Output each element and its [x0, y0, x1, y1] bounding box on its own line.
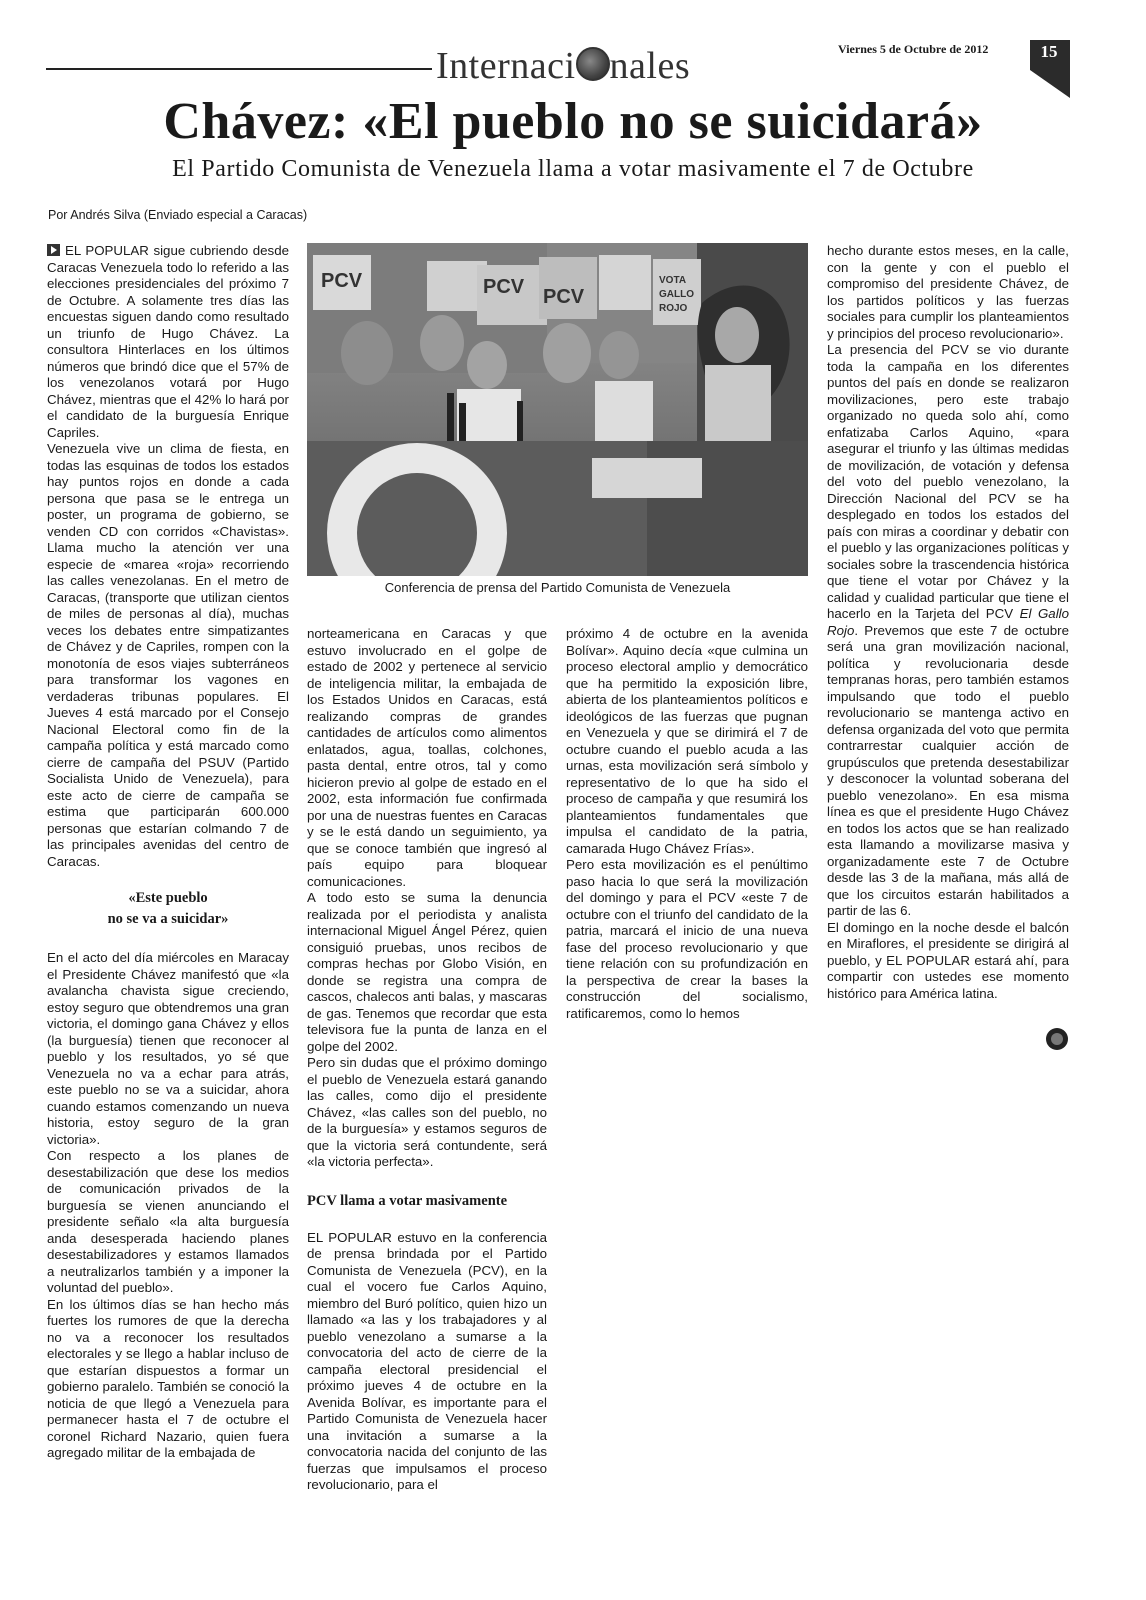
paragraph: A todo esto se suma la denuncia realizada por el periodista y analista internacional Miguel Ángel Pérez, quien consiguió pruebas, unos recibos de compras hechas por Globo Visión, en donde se registra una compra de cascos, chalecos anti balas, y mascaras de gas. Tenemos que recordar que esta televisora fue la punta de lanza en el golpe del 2002. — [307, 890, 547, 1054]
article-column-2 — [307, 626, 547, 1494]
subheading-pcv-llama: PCV llama a votar masivamente — [307, 1192, 508, 1209]
globe-icon — [576, 47, 610, 81]
paragraph: EL POPULAR sigue cubriendo desde Caracas Venezuela todo lo referido a las elecciones presidenciales del próximo 7 de Octubre. A solamente tres días las encuestas siguen dando como resultado un triunfo de Hugo Chávez. La consultora Hinterlaces en los últimos números que brindó dice que el 57% de los venezolanos votará por Hugo Chávez, mientras que el 42% lo hará por el candidato de la burguesía Enrique Capriles. — [47, 243, 289, 440]
end-mark-icon — [1046, 1028, 1068, 1050]
paragraph: Venezuela vive un clima de fiesta, en todas las esquinas de todos los estados hay puntos rojos en donde a cada persona que pasa se le entrega un poster, un programa de gobierno, se venden CD con corridos «Chavistas». Llama mucho la atención ver una especie de «marea «roja» recorriendo las calles venezolanas. En el metro de Caracas, (transporte que utilizan cientos de miles de personas al día), muchas veces los debates entre simpatizantes de Chávez y de Capriles, rompen con la monotonía de esos viajes subterráneos para transformar los vagones en verdaderas tribunas populares. El Jueves 4 está marcado por el Consejo Nacional Electoral como fin de la campaña política y está marcado como cierre de campaña del PSUV (Partido Socialista Unido de Venezuela), para este acto de cierre de campaña se estima que participarán 600.000 personas que estarían colmando 7 de las principales avenidas del centro de Caracas. — [47, 441, 289, 869]
svg-text:VOTA: VOTA — [659, 275, 687, 286]
section-title: Internaci nales — [436, 45, 691, 87]
paragraph: hecho durante estos meses, en la calle, con la gente y con el pueblo el compromiso del presidente Chávez, de los partidos políticos y las fuerzas sociales para cumplir los planteamientos y principios del proceso revolucionario». — [827, 243, 1069, 341]
svg-text:PCV: PCV — [543, 286, 585, 308]
article-column-3 — [566, 626, 808, 1022]
byline: Por Andrés Silva (Enviado especial a Caracas) — [48, 208, 308, 222]
svg-text:PCV: PCV — [483, 276, 525, 298]
paragraph: próximo 4 de octubre en la avenida Bolívar». Aquino decía «que culmina un proceso electoral amplio y democrático que ha permitido la exposición libre, abierta de los planteamientos políticos e ideológicos de las fuerzas que pugnan en Venezuela y que se dirimirá el 7 de octubre cuando el pueblo acuda a las urnas, esta movilización será símbolo y representativo de lo que ha sido el proceso de campaña y que resumirá los planteamientos fundamentales que impulsa el candidato de la patria, camarada Hugo Chávez Frías». — [566, 626, 808, 856]
svg-text:GALLO: GALLO — [659, 289, 694, 300]
play-bullet-icon — [47, 244, 60, 256]
paragraph: Con respecto a los planes de desestabilización que dese los medios de comunicación privados de la burguesía se vienen anunciando el presidente señalo «la alta burguesía anda desesperada haciendo planes desestabilizadores y estamos llamados a neutralizarlos también y a imponer la voluntad del pueblo». — [47, 1148, 289, 1295]
paragraph: En los últimos días se han hecho más fuertes los rumores de que la derecha no va a reconocer los resultados electorales y se llego a hablar incluso de que estarían dispuestos a formar un gobierno paralelo. También se conoció la noticia de que llegó a Venezuela para permanecer hasta el 7 de octubre el coronel Richard Nazario, quien fuera agregado militar de la embajada de — [47, 1296, 289, 1460]
subheading-este-pueblo: «Este pueblo no se va a suicidar» — [107, 890, 229, 927]
photo-caption: Conferencia de prensa del Partido Comunista de Venezuela — [384, 580, 731, 595]
page-number: 15 — [1040, 42, 1058, 61]
press-conference-photo — [307, 243, 808, 576]
subheadline: El Partido Comunista de Venezuela llama a votar masivamente el 7 de Octubre — [172, 156, 974, 182]
svg-text:ROJO: ROJO — [659, 303, 688, 314]
paragraph: norteamericana en Caracas y que estuvo involucrado en el golpe de estado de 2002 y pertenece al servicio de inteligencia militar, la embajada de los Estados Unidos en Caracas, está realizando compras de grandes cantidades de artículos como alimentos enlatados, agua, toallas, colchones, pasta dental, entre otros, tal y como hicieron previo al golpe de estado en el 2002, esta información fue confirmada por una de nuestras fuentes en Caracas y se le está dando un seguimiento, ya que se conoce también que ingresó al país equipo para bloquear comunicaciones. — [307, 626, 547, 889]
article-column-1 — [47, 243, 289, 1462]
paragraph: Pero esta movilización es el penúltimo paso hacia lo que será la movilización del domingo y para el PCV «este 7 de octubre con el triunfo del candidato de la patria, marcará el inicio de una nueva fase del proceso revolucionario y que tiene relación con su profundización en la perspectiva de crear la bases la construcción del socialismo, ratificaremos, como lo hemos — [566, 857, 808, 1021]
issue-date: Viernes 5 de Octubre de 2012 — [838, 42, 989, 56]
paragraph: La presencia del PCV se vio durante toda la campaña en los diferentes puntos del país en donde se realizaron movilizaciones, pero este trabajo organizado no queda solo ahí, como enfatizaba Carlos Aquino, «para asegurar el triunfo y las últimas medidas de movilización, de votación y defensa del voto del pueblo venezolano, la Dirección Nacional del PCV se ha desplegado en todos los estados del país con miras a coordinar y debatir con el pueblo y las organizaciones políticas y sociales sobre la trascendencia histórica que tiene el votar por Chávez y la calidad y cualidad particular que tiene el hacerlo en la Tarjeta del PCV El Gallo Rojo. Prevemos que este 7 de octubre será una gran movilización nacional, política y revolucionaria desde tempranas horas, pero también estamos impulsando que todo el pueblo revolucionario se mantenga activo en defensa organizada del voto que permita contrarrestar cualquier acción de grupúsculos que pretenda desestabilizar y desconocer la voluntad soberana del pueblo venezolano». En esa misma línea es que el presidente Hugo Chávez en todos los actos que se han realizado esta llamando a movilizarse masiva y organizadamente este 7 de Octubre desde las 3 de la mañana, más allá de que los circuitos estarán habilitados a partir de las 6. — [827, 342, 1070, 918]
paragraph: EL POPULAR estuvo en la conferencia de prensa brindada por el Partido Comunista de Venezuela (PCV), en la cual el vocero fue Carlos Aquino, miembro del Buró político, quien hizo un llamado «a las y los trabajadores y al pueblo venezolano a sumarse a la convocatoria del acto de cierre de la campaña electoral presidencial el próximo jueves 4 de octubre en la Avenida Bolívar, es importante para el Partido Comunista de Venezuela hacer una invitación a sumarse a la convocatoria nacida del conjunto de las fuerzas que impulsamos el proceso revolucionario, para el — [307, 1229, 547, 1492]
masthead-rule — [46, 68, 432, 70]
paragraph: Pero sin dudas que el próximo domingo el pueblo de Venezuela estará ganando las calles, como dijo el presidente Chávez, «las calles son del pueblo, no de la burguesía» y estamos seguros de que la victoria será contundente, será «la victoria perfecta». — [307, 1055, 547, 1169]
svg-text:PCV: PCV — [321, 270, 363, 292]
paragraph: En el acto del día miércoles en Maracay el Presidente Chávez manifestó que «la avalancha chavista sigue creciendo, estoy seguro que obtendremos una gran victoria, el domingo gana Chávez y ellos (la burguesía) tienen que reconocer al pueblo y los resultados, yo sé que Venezuela no va a echar para atrás, este pueblo no se va a suicidar, ahora cuando estamos comenzando un nueva historia, estoy seguro de la gran victoria». — [47, 950, 289, 1147]
headline: Chávez: «El pueblo no se suicidará» — [163, 93, 983, 150]
article-column-4 — [827, 243, 1069, 1002]
paragraph: El domingo en la noche desde el balcón en Miraflores, el presidente se dirigirá al pueblo, y EL POPULAR estará ahí, para compartir con ustedes ese momento histórico para América latina. — [827, 919, 1069, 1001]
